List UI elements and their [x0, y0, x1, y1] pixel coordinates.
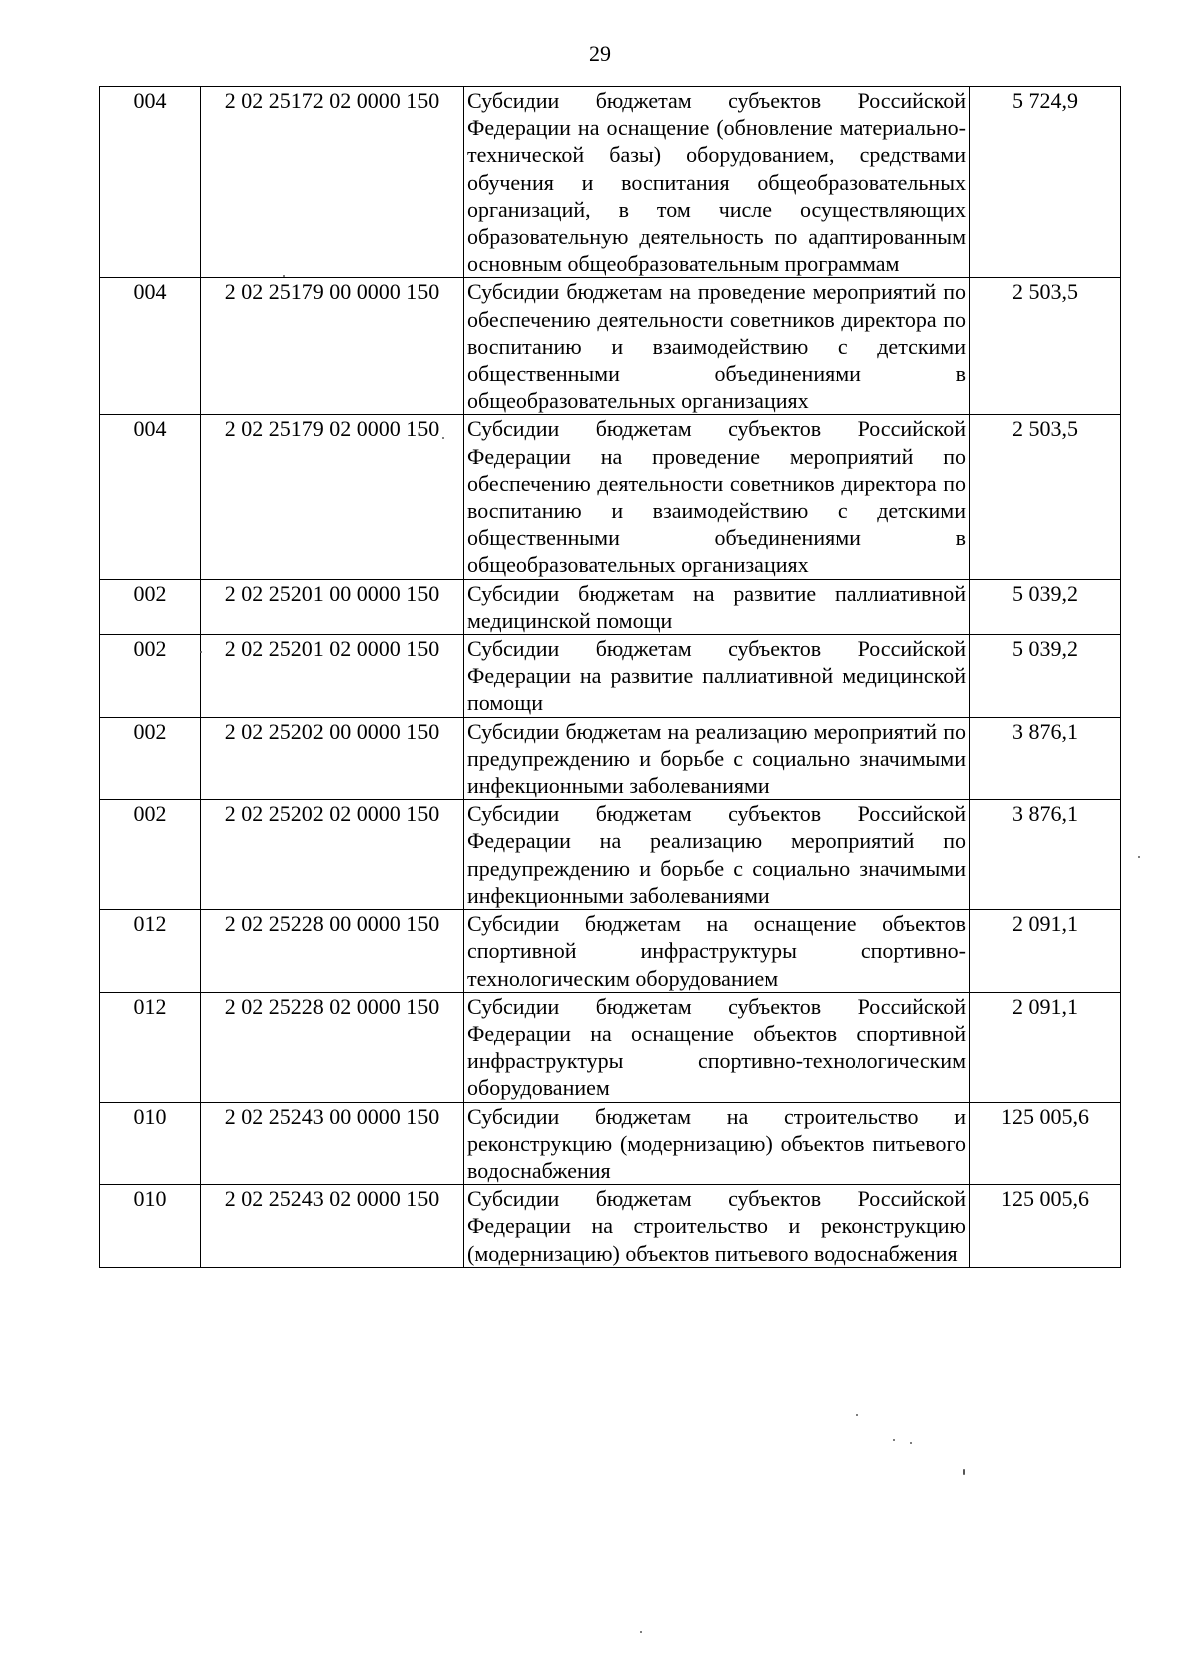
admin-code-cell-text: 010 [133, 1186, 167, 1212]
amount-cell-text: 5 724,9 [1012, 88, 1078, 113]
description-cell-text: Субсидии бюджетам субъектов Российской Федерации на оснащение (обновление материально-технической базы) оборудованием, средствами обучения и воспитания общеобразовательных организаций, в том числе осуществляющих образовательную деятельность по адаптированным основным общеобразовательным программам [467, 88, 966, 277]
admin-code-cell-text: 012 [133, 993, 167, 1019]
table-row [100, 1102, 1121, 1185]
budget-code-cell-text: 2 02 25228 02 0000 150 [224, 993, 440, 1019]
budget-code-cell-text: 2 02 25243 02 0000 150 [224, 1186, 440, 1212]
budget-code-cell [201, 1185, 464, 1268]
description-cell-text: Субсидии бюджетам субъектов Российской Федерации на развитие паллиативной медицинской помощи [467, 636, 966, 716]
budget-code-cell [201, 992, 464, 1102]
revenue-table [99, 86, 1121, 1268]
budget-code-cell-text: 2 02 25172 02 0000 150 [224, 88, 440, 113]
description-cell-text: Субсидии бюджетам субъектов Российской Федерации на проведение мероприятий по обеспечению деятельности советников директора по воспитанию и взаимодействию с детскими общественными объединениями в общеобразовательных организациях [467, 416, 966, 578]
amount-cell-text: 2 503,5 [1012, 416, 1078, 442]
table-row [100, 579, 1121, 634]
description-cell [464, 278, 970, 415]
amount-cell-text: 125 005,6 [1001, 1103, 1089, 1129]
budget-code-cell-text: 2 02 25179 02 0000 150 [224, 416, 440, 442]
description-cell [464, 1185, 970, 1268]
admin-code-cell [100, 635, 201, 718]
admin-code-cell [100, 910, 201, 993]
description-cell [464, 579, 970, 634]
scan-speck [442, 437, 444, 439]
admin-code-cell [100, 1102, 201, 1185]
admin-code-cell [100, 87, 201, 278]
description-cell [464, 635, 970, 718]
admin-code-cell-text: 002 [133, 718, 167, 744]
table-body [100, 87, 1121, 1268]
amount-cell [970, 635, 1121, 718]
table-row [100, 992, 1121, 1102]
budget-code-cell-text: 2 02 25202 00 0000 150 [224, 718, 440, 744]
scan-speck [856, 1414, 858, 1416]
description-cell-text: Субсидии бюджетам на развитие паллиативной медицинской помощи [467, 580, 966, 633]
description-cell-text: Субсидии бюджетам на проведение мероприятий по обеспечению деятельности советников директора по воспитанию и взаимодействию с детскими общественными объединениями в общеобразовательных организациях [467, 279, 966, 414]
admin-code-cell-text: 004 [133, 279, 167, 305]
scan-speck [283, 275, 285, 277]
budget-code-cell [201, 717, 464, 800]
admin-code-cell-text: 002 [133, 636, 167, 662]
description-cell [464, 800, 970, 910]
budget-code-cell-text: 2 02 25179 00 0000 150 [224, 279, 440, 305]
table-row [100, 910, 1121, 993]
budget-code-cell [201, 1102, 464, 1185]
amount-cell [970, 579, 1121, 634]
amount-cell-text: 2 503,5 [1012, 279, 1078, 305]
scan-speck [1138, 856, 1140, 858]
amount-cell [970, 992, 1121, 1102]
amount-cell-text: 2 091,1 [1012, 993, 1078, 1019]
budget-code-cell-text: 2 02 25228 00 0000 150 [224, 911, 440, 937]
admin-code-cell [100, 579, 201, 634]
budget-code-cell [201, 910, 464, 993]
budget-code-cell-text: 2 02 25243 00 0000 150 [224, 1103, 440, 1129]
description-cell [464, 910, 970, 993]
scan-speck [200, 651, 202, 653]
admin-code-cell-text: 002 [133, 580, 167, 606]
description-cell-text: Субсидии бюджетам на строительство и реконструкцию (модернизацию) объектов питьевого водоснабжения [467, 1103, 966, 1183]
table-row [100, 415, 1121, 579]
admin-code-cell-text: 004 [133, 416, 167, 442]
description-cell [464, 1102, 970, 1185]
amount-cell-text: 125 005,6 [1001, 1186, 1089, 1212]
admin-code-cell-text: 002 [133, 801, 167, 827]
description-cell-text: Субсидии бюджетам субъектов Российской Федерации на строительство и реконструкцию (модернизацию) объектов питьевого водоснабжения [467, 1186, 966, 1266]
amount-cell [970, 1102, 1121, 1185]
description-cell [464, 87, 970, 278]
scan-speck [963, 1469, 965, 1475]
amount-cell-text: 5 039,2 [1012, 580, 1078, 606]
description-cell [464, 717, 970, 800]
description-cell [464, 415, 970, 579]
amount-cell [970, 800, 1121, 910]
description-cell-text: Субсидии бюджетам на оснащение объектов спортивной инфраструктуры спортивно-технологическим оборудованием [467, 911, 966, 991]
budget-code-cell [201, 800, 464, 910]
admin-code-cell [100, 415, 201, 579]
amount-cell [970, 717, 1121, 800]
budget-code-cell-text: 2 02 25201 02 0000 150 [224, 636, 440, 662]
table-row [100, 278, 1121, 415]
table-row [100, 717, 1121, 800]
budget-code-cell [201, 87, 464, 278]
description-cell-text: Субсидии бюджетам субъектов Российской Федерации на реализацию мероприятий по предупреждению и борьбе с социально значимыми инфекционными заболеваниями [467, 801, 966, 908]
admin-code-cell [100, 717, 201, 800]
table-row [100, 635, 1121, 718]
amount-cell-text: 3 876,1 [1012, 718, 1078, 744]
table-row [100, 1185, 1121, 1268]
admin-code-cell [100, 992, 201, 1102]
table-row [100, 800, 1121, 910]
budget-code-cell [201, 579, 464, 634]
admin-code-cell-text: 004 [133, 88, 167, 113]
amount-cell [970, 87, 1121, 278]
amount-cell [970, 415, 1121, 579]
description-cell-text: Субсидии бюджетам субъектов Российской Федерации на оснащение объектов спортивной инфраструктуры спортивно-технологическим оборудованием [467, 993, 966, 1101]
admin-code-cell-text: 012 [133, 911, 167, 937]
admin-code-cell [100, 278, 201, 415]
budget-code-cell [201, 278, 464, 415]
budget-code-cell [201, 635, 464, 718]
page-number: 29 [589, 41, 611, 66]
amount-cell [970, 1185, 1121, 1268]
admin-code-cell-text: 010 [133, 1103, 167, 1129]
amount-cell-text: 2 091,1 [1012, 911, 1078, 937]
amount-cell-text: 5 039,2 [1012, 636, 1078, 662]
admin-code-cell [100, 1185, 201, 1268]
scan-speck [640, 1631, 642, 1633]
description-cell-text: Субсидии бюджетам на реализацию мероприятий по предупреждению и борьбе с социально значимыми инфекционными заболеваниями [467, 718, 966, 799]
budget-code-cell-text: 2 02 25202 02 0000 150 [224, 801, 440, 827]
amount-cell [970, 278, 1121, 415]
budget-code-cell-text: 2 02 25201 00 0000 150 [224, 580, 440, 606]
scan-speck [893, 1439, 895, 1441]
amount-cell [970, 910, 1121, 993]
amount-cell-text: 3 876,1 [1012, 801, 1078, 827]
scan-speck [910, 1442, 912, 1444]
admin-code-cell [100, 800, 201, 910]
budget-code-cell [201, 415, 464, 579]
description-cell [464, 992, 970, 1102]
table-row [100, 87, 1121, 278]
